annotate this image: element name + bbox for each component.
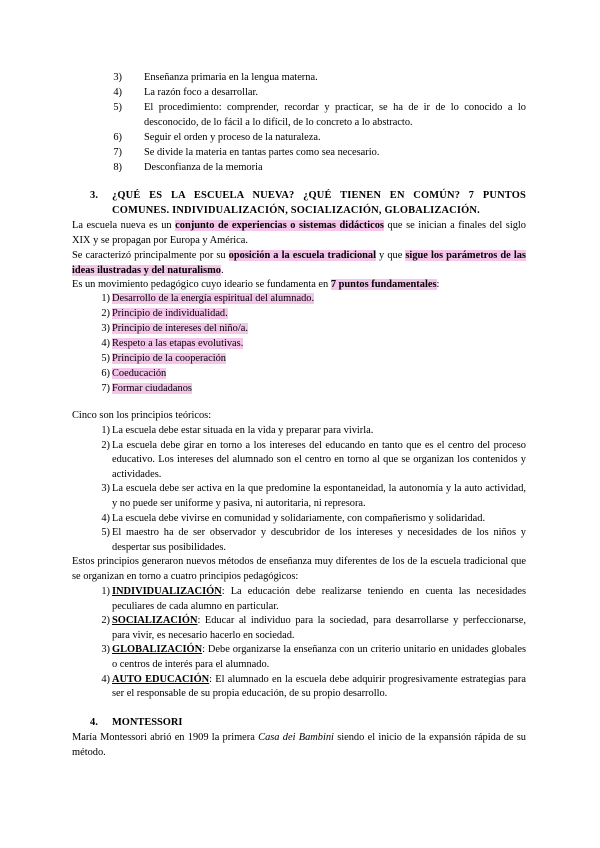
list-number: 6) — [101, 368, 110, 379]
list-item — [90, 673, 526, 702]
list-item — [90, 424, 526, 439]
list-item — [90, 322, 526, 337]
list-item — [102, 71, 526, 86]
text-run: : — [436, 279, 440, 290]
list-item-text: Principio de intereses del niño/a. — [112, 323, 248, 334]
principle-description: : Debe organizarse la enseñanza con un criterio unitario en unidades globales o centros de interés para el alumnado. — [112, 644, 526, 670]
list-item-text: Coeducación — [112, 368, 167, 379]
list-number: 6) — [113, 132, 122, 143]
list-item — [90, 512, 526, 527]
paragraph-montessori — [72, 731, 526, 760]
text-run: siendo el inicio de la expansión rápida de su método. — [72, 732, 527, 758]
list-item — [90, 526, 526, 555]
section-number: 4. — [90, 717, 98, 728]
list-number: 3) — [101, 483, 110, 495]
list-item — [90, 614, 526, 643]
list-item — [90, 352, 526, 367]
list-number: 3) — [101, 323, 110, 334]
highlighted-text: oposición a la escuela tradicional — [228, 250, 376, 261]
list-number: 1) — [101, 425, 110, 436]
list-number: 3) — [101, 644, 110, 656]
list-item — [102, 101, 526, 131]
list-item-text: Seguir el orden y proceso de la naturaleza. — [144, 132, 321, 143]
list-item — [90, 367, 526, 382]
highlighted-text: sigue los parámetros de las ideas ilustradas y del naturalismo — [72, 250, 526, 276]
list-item-text: Enseñanza primaria en la lengua materna. — [144, 72, 318, 83]
principle-term: SOCIALIZACIÓN — [112, 615, 198, 627]
list-number: 1) — [101, 293, 110, 304]
principle-term: INDIVIDUALIZACIÓN — [112, 586, 222, 597]
list-item — [90, 643, 526, 672]
list-a — [102, 71, 526, 176]
list-number: 5) — [101, 353, 110, 364]
list-item — [90, 439, 526, 483]
list-item — [90, 585, 526, 614]
list-item — [102, 161, 526, 176]
section-title: MONTESSORI — [112, 717, 183, 728]
text-run: que se inician a finales del siglo XIX y se propagan por Europa y América. — [72, 220, 526, 246]
list-item-text: Desconfianza de la memoria — [144, 162, 263, 173]
list-item-text: El procedimiento: comprender, recordar y practicar, se ha de ir de lo conocido a lo desconocido, de lo fácil a lo difícil, de lo concreto a lo abstracto. — [144, 102, 526, 128]
list-item-text: Se divide la materia en tantas partes como sea necesario. — [144, 147, 380, 158]
list-number: 4) — [101, 512, 110, 524]
paragraph-new-methods: Estos principios generaron nuevos métodos de enseñanza muy diferentes de los de la escuela tradicional que se organizan en torno a cuatro principios pedagógicos: — [72, 556, 526, 582]
section-title: ¿QUÉ ES LA ESCUELA NUEVA? ¿QUÉ TIENEN EN COMÚN? 7 PUNTOS COMUNES. INDIVIDUALIZACIÓN, SOCIALIZACIÓN, GLOBALIZACIÓN. — [112, 190, 526, 216]
list-number: 7) — [113, 147, 122, 158]
list-item-text: Principio de la cooperación — [112, 353, 226, 364]
principle-description: : Educar al individuo para la sociedad, para desarrollarse y perfeccionarse, para vivir, es necesario hacerlo en sociedad. — [112, 615, 526, 641]
text-run: y que — [376, 250, 406, 261]
list-item-text: La escuela debe estar situada en la vida y preparar para vivirla. — [112, 425, 374, 436]
list-pedagogical-principles — [90, 585, 526, 702]
principle-description: : La educación debe realizarse teniendo en cuenta las necesidades peculiares de cada alumno en particular. — [112, 586, 526, 612]
list-item-text: Formar ciudadanos — [112, 383, 192, 394]
principle-term: GLOBALIZACIÓN — [112, 644, 203, 656]
paragraph-characteristics — [72, 249, 526, 278]
highlighted-text: conjunto de experiencias o sistemas didácticos — [175, 220, 384, 231]
list-theoretical-principles — [90, 424, 526, 555]
paragraph-definition — [72, 219, 526, 248]
section-4-heading — [90, 716, 526, 731]
text-run: Se caracterizó principalmente por su — [72, 250, 229, 261]
list-number: 2) — [101, 308, 110, 319]
highlighted-text: 7 puntos fundamentales — [330, 279, 437, 290]
list-item — [90, 307, 526, 322]
list-number: 3) — [113, 72, 122, 83]
list-item-text: Desarrollo de la energía espiritual del alumnado. — [112, 293, 315, 304]
list-number: 5) — [101, 527, 110, 539]
list-item-text: El maestro ha de ser observador y descubridor de los intereses y necesidades de los niños y despertar sus posibilidades. — [112, 527, 526, 553]
list-number: 1) — [101, 586, 110, 597]
text-run: . — [220, 264, 224, 276]
list-seven-points — [90, 292, 526, 397]
list-item-text: La escuela debe girar en torno a los intereses del educando en tanto que es el centro del proceso educativo. Los intereses del alumnado son el centro en torno al que se organizan los contenidos y actividades. — [112, 439, 526, 480]
list-number: 4) — [101, 673, 110, 685]
list-item — [90, 337, 526, 352]
paragraph-ideario — [72, 278, 526, 293]
list-item-text: La razón foco a desarrollar. — [144, 87, 258, 98]
section-number: 3. — [90, 190, 99, 201]
list-number: 2) — [101, 615, 110, 627]
list-number: 2) — [101, 439, 110, 451]
list-number: 4) — [101, 338, 110, 349]
principle-term: AUTO EDUCACIÓN — [112, 673, 210, 685]
list-number: 4) — [113, 87, 122, 98]
italic-title: Casa dei Bambini — [258, 732, 334, 743]
list-item-text: Respeto a las etapas evolutivas. — [112, 338, 244, 349]
list-number: 5) — [113, 102, 122, 113]
list-item — [90, 292, 526, 307]
list-number: 7) — [101, 383, 110, 394]
section-3-heading — [90, 189, 526, 218]
list-item-text: La escuela debe ser activa en la que predomine la espontaneidad, la autonomía y la auto actividad, y no puede ser uniforme y pasiva, ni autoritaria, ni represora. — [112, 483, 526, 509]
list-item — [90, 382, 526, 397]
list-item-text: La escuela debe vivirse en comunidad y solidariamente, con compañerismo y solidaridad. — [112, 512, 486, 524]
list-item-text: Principio de individualidad. — [112, 308, 228, 319]
list-item — [102, 131, 526, 146]
principle-description: : El alumnado en la escuela debe adquirir progresivamente estrategias para ser el responsable de su propia educación, de su propio desarrollo. — [112, 673, 526, 700]
text-run: Es un movimiento pedagógico cuyo ideario se fundamenta en — [72, 279, 331, 290]
text-run: La escuela nueva es un — [72, 220, 176, 231]
list-item — [102, 86, 526, 101]
text-run: María Montessori abrió en 1909 la primera — [72, 732, 259, 743]
list-item — [102, 146, 526, 161]
paragraph-theoretical-principles: Cinco son los principios teóricos: — [72, 410, 212, 421]
list-number: 8) — [113, 162, 122, 173]
list-item — [90, 482, 526, 511]
